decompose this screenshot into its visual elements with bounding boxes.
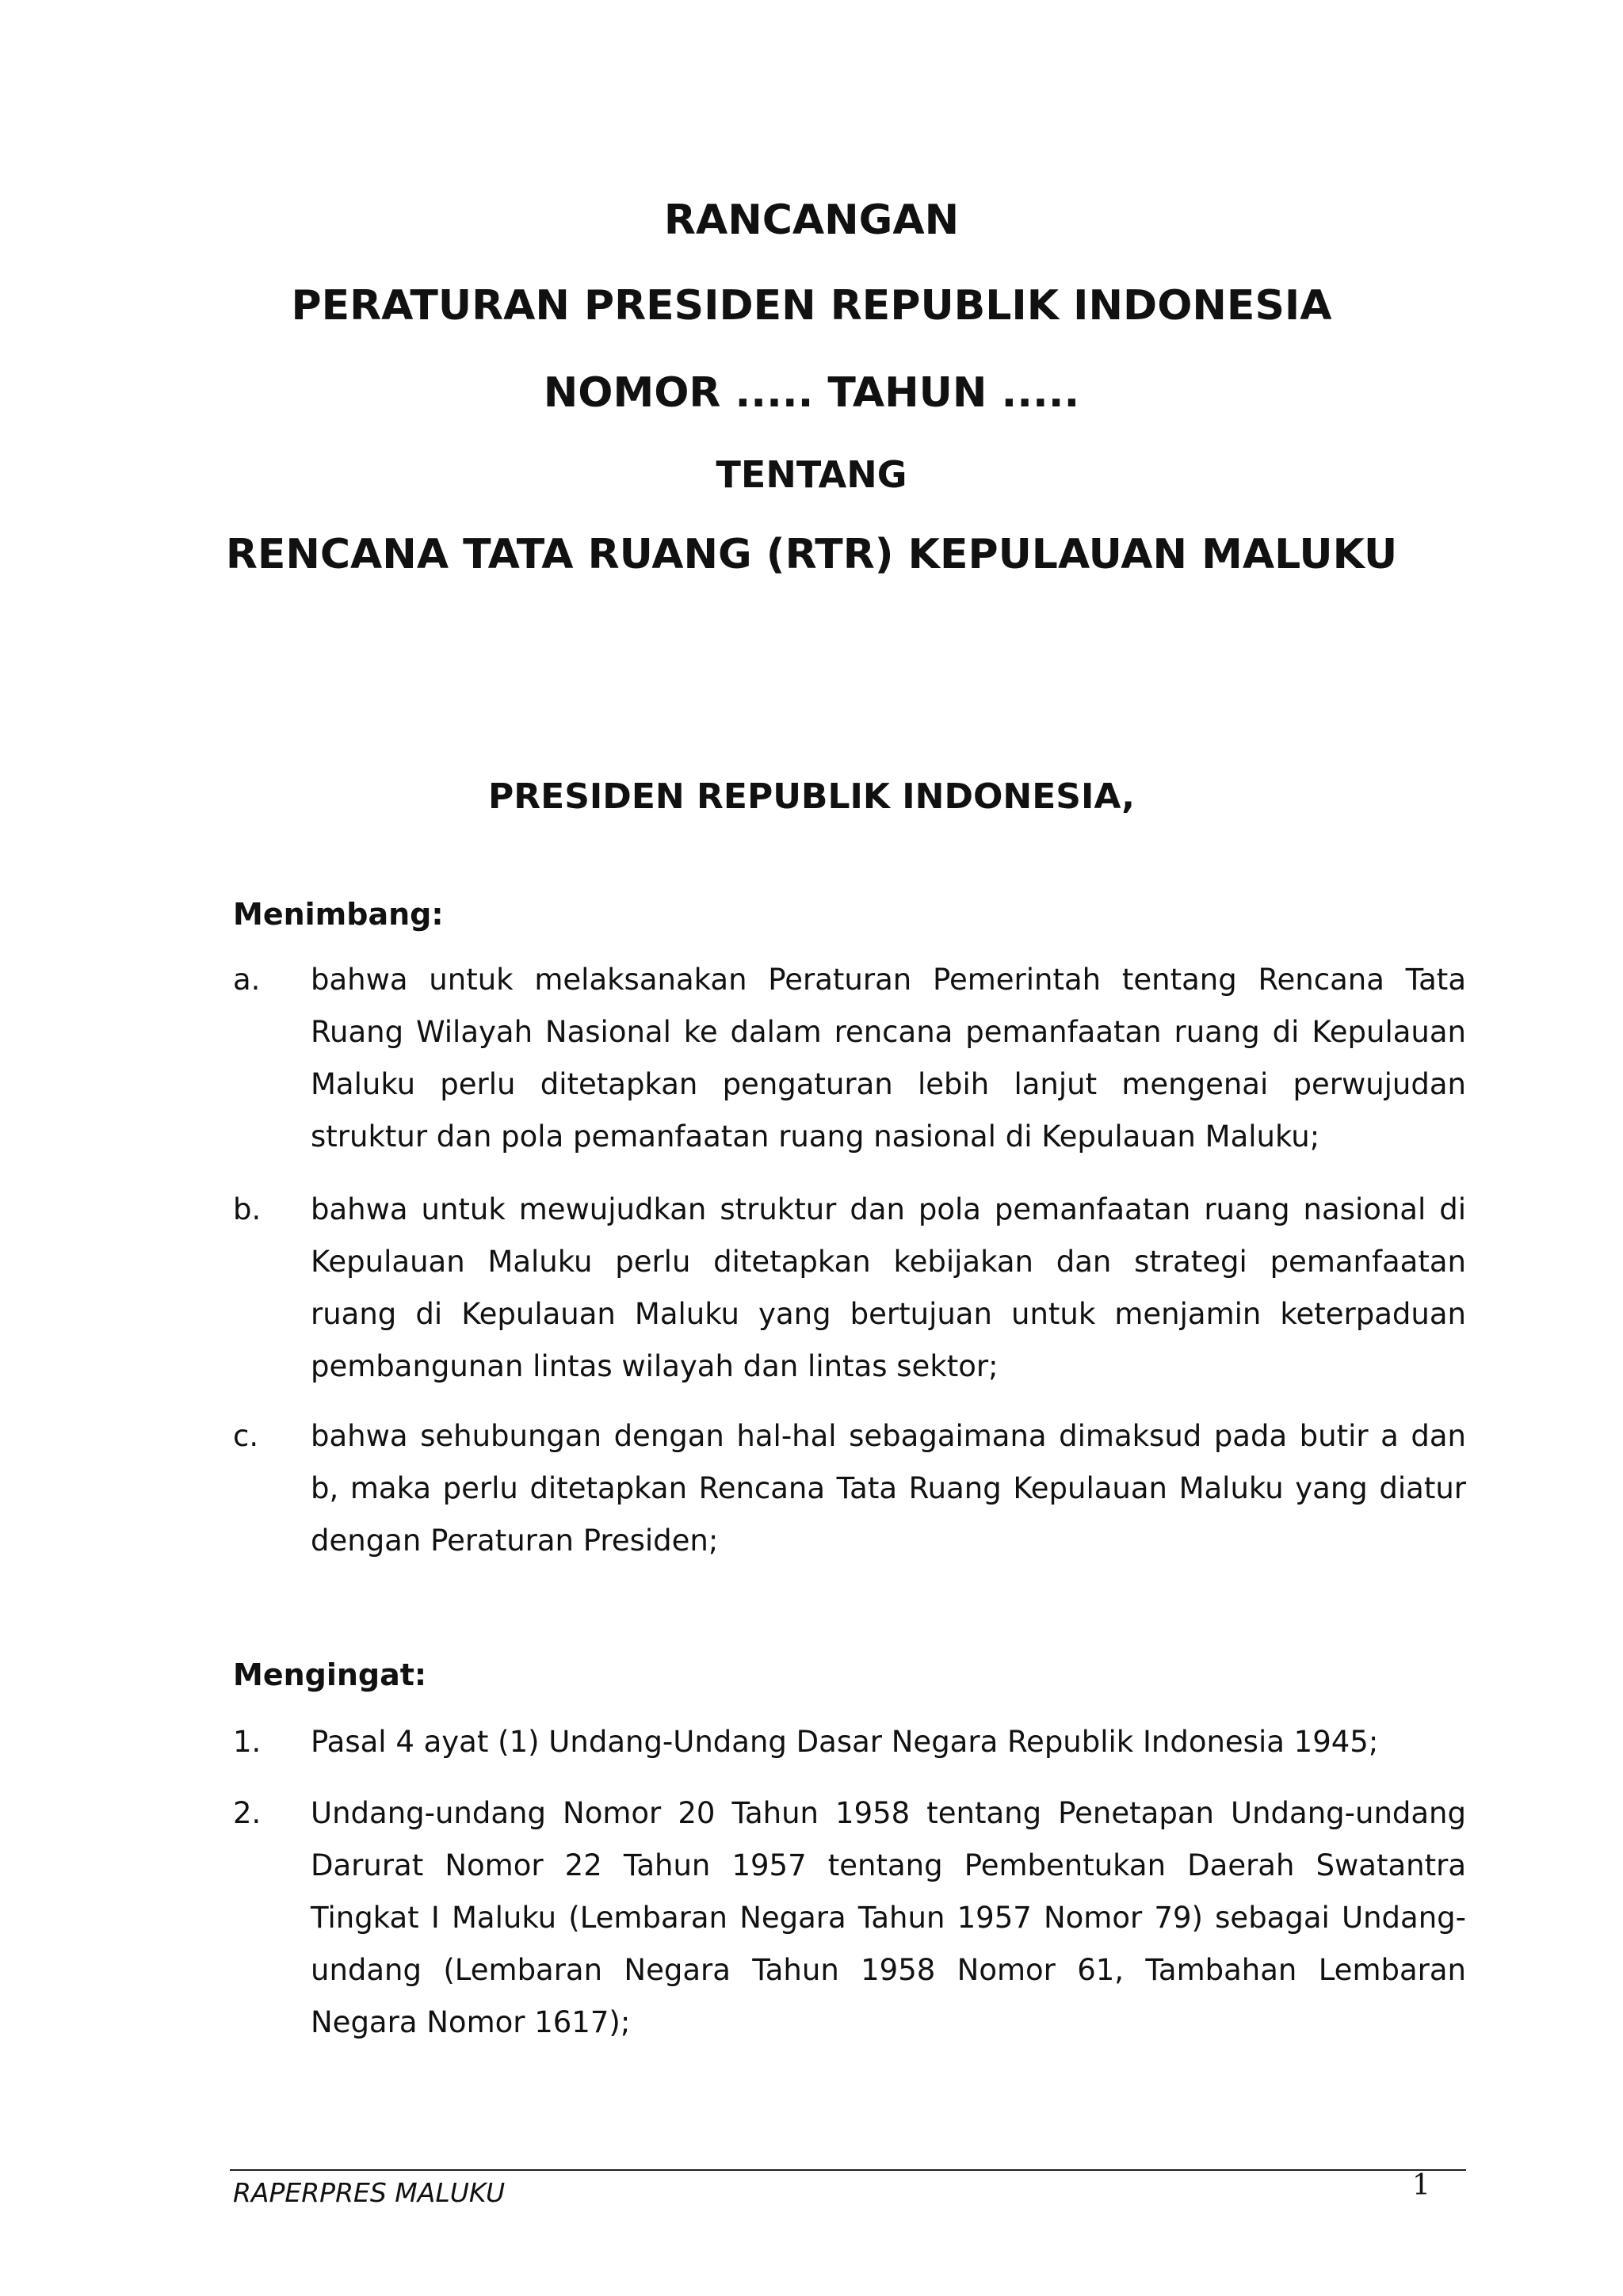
president-heading: PRESIDEN REPUBLIK INDONESIA, — [488, 776, 1135, 817]
mengingat-heading: Mengingat: — [233, 1657, 427, 1692]
footer-label: RAPERPRES MALUKU — [233, 2177, 506, 2208]
list-item-text: Pasal 4 ayat (1) Undang-Undang Dasar Negara Republik Indonesia 1945; — [311, 1725, 1379, 1759]
list-marker: b. — [233, 1192, 262, 1226]
title-subject: RENCANA TATA RUANG (RTR) KEPULAUAN MALUKU — [225, 531, 1398, 578]
list-item-text: bahwa sehubungan dengan hal-hal sebagaimana dimaksud pada butir a dan b, maka perlu ditetapkan Rencana Tata Ruang Kepulauan Maluku yang diatur dengan Peraturan Presiden; — [311, 1419, 1466, 1558]
footer-divider — [230, 2169, 1466, 2171]
menimbang-heading: Menimbang: — [233, 897, 444, 932]
list-item-text: Undang-undang Nomor 20 Tahun 1958 tentang Penetapan Undang-undang Darurat Nomor 22 Tahun 1957 tentang Pembentukan Daerah Swatantra Tingkat I Maluku (Lembaran Negara Tahun 1957 Nomor 79) sebagai Undang-undang (Lembaran Negara Tahun 1958 Nomor 61, Tambahan Lembaran Negara Nomor 1617); — [311, 1796, 1466, 2039]
title-tentang: TENTANG — [716, 453, 907, 496]
list-item-text: bahwa untuk melaksanakan Peraturan Pemerintah tentang Rencana Tata Ruang Wilayah Nasional ke dalam rencana pemanfaatan ruang di Kepulauan Maluku perlu ditetapkan pengaturan lebih lanjut mengenai perwujudan struktur dan pola pemanfaatan ruang nasional di Kepulauan Maluku; — [311, 963, 1466, 1154]
list-marker: 2. — [233, 1796, 262, 1830]
page-number: 1 — [1412, 2169, 1430, 2202]
list-marker: c. — [233, 1419, 259, 1453]
list-item-text: bahwa untuk mewujudkan struktur dan pola pemanfaatan ruang nasional di Kepulauan Maluku perlu ditetapkan kebijakan dan strategi pemanfaatan ruang di Kepulauan Maluku yang bertujuan untuk menjamin keterpaduan pembangunan lintas wilayah dan lintas sektor; — [311, 1192, 1466, 1383]
title-regulation-type: PERATURAN PRESIDEN REPUBLIK INDONESIA — [291, 282, 1332, 330]
list-marker: 1. — [233, 1725, 262, 1759]
title-number-year: NOMOR ..... TAHUN ..... — [543, 369, 1080, 417]
list-marker: a. — [233, 963, 261, 997]
title-rancangan: RANCANGAN — [663, 196, 960, 244]
